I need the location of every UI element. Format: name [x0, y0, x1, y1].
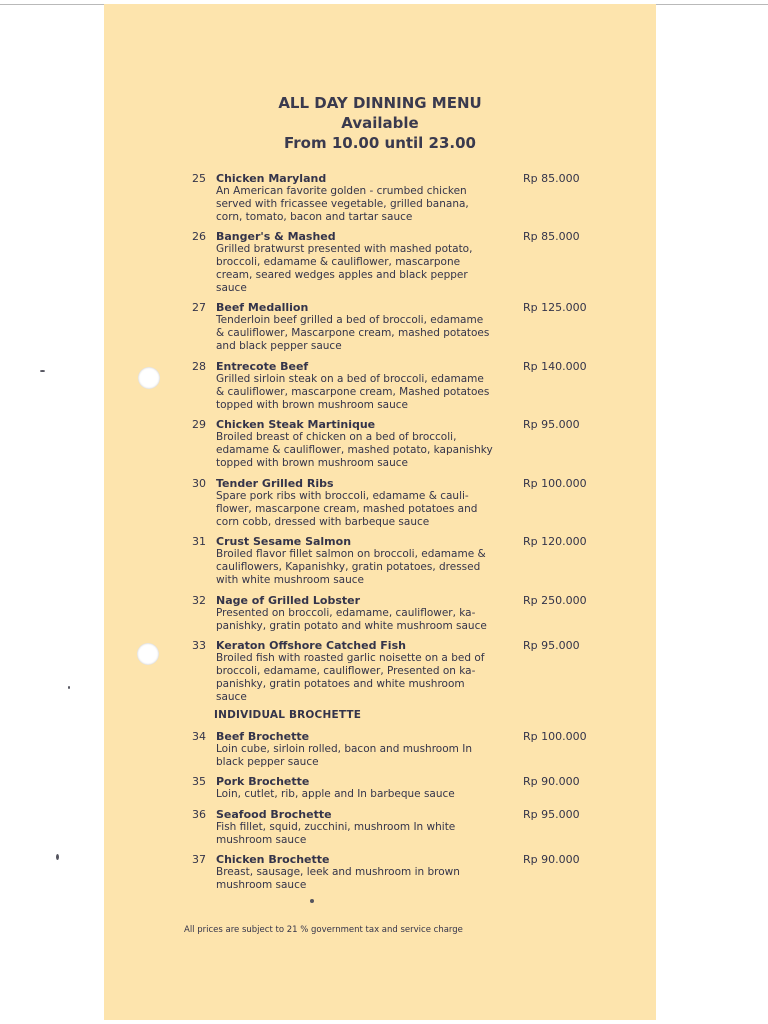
item-description — [216, 607, 520, 633]
item-price: Rp 100.000 — [523, 730, 587, 743]
description-line: Tenderloin beef grilled a bed of broccoli, edamame — [216, 314, 484, 326]
item-price: Rp 95.000 — [523, 639, 580, 652]
item-description — [216, 548, 520, 587]
description-line: cauliflowers, Kapanishky, gratin potatoes, dressed — [216, 561, 481, 573]
item-number: 36 — [192, 808, 206, 821]
description-line: & cauliflower, mascarpone cream, Mashed potatoes — [216, 386, 490, 398]
item-number: 27 — [192, 301, 206, 314]
menu-hours: From 10.00 until 23.00 — [284, 134, 476, 152]
item-number: 28 — [192, 360, 206, 373]
item-number: 29 — [192, 418, 206, 431]
menu-subtitle: Available — [341, 114, 419, 132]
description-line: edamame & cauliflower, mashed potato, kapanishky — [216, 444, 493, 456]
description-line: mushroom sauce — [216, 834, 307, 846]
description-line: corn cobb, dressed with barbeque sauce — [216, 516, 430, 528]
item-description — [216, 866, 520, 892]
item-description — [216, 788, 520, 801]
punch-hole-upper — [138, 367, 160, 389]
description-line: broccoli, edamame & cauliflower, mascarpone — [216, 256, 461, 268]
item-number: 26 — [192, 230, 206, 243]
item-description — [216, 743, 520, 769]
menu-title: ALL DAY DINNING MENU — [278, 94, 482, 112]
description-line: black pepper sauce — [216, 756, 319, 768]
item-price: Rp 120.000 — [523, 535, 587, 548]
item-description — [216, 243, 520, 295]
description-line: Grilled sirloin steak on a bed of broccoli, edamame — [216, 373, 484, 385]
description-line: Spare pork ribs with broccoli, edamame & cauli- — [216, 490, 469, 502]
item-name: Keraton Offshore Catched Fish — [216, 639, 406, 652]
footer-note: All prices are subject to 21 % government tax and service charge — [184, 925, 463, 935]
scan-speck — [68, 686, 70, 689]
description-line: topped with brown mushroom sauce — [216, 457, 409, 469]
item-name: Banger's & Mashed — [216, 230, 336, 243]
section-title: INDIVIDUAL BROCHETTE — [214, 709, 362, 721]
description-line: Broiled flavor fillet salmon on broccoli, edamame & — [216, 548, 486, 560]
punch-hole-lower — [137, 643, 159, 665]
description-line: sauce — [216, 282, 247, 294]
item-description — [216, 185, 520, 224]
item-number: 35 — [192, 775, 206, 788]
item-price: Rp 95.000 — [523, 418, 580, 431]
description-line: with white mushroom sauce — [216, 574, 364, 586]
description-line: Loin cube, sirloin rolled, bacon and mushroom In — [216, 743, 472, 755]
item-number: 32 — [192, 594, 206, 607]
description-line: Broiled fish with roasted garlic noisette on a bed of — [216, 652, 485, 664]
item-price: Rp 140.000 — [523, 360, 587, 373]
description-line: Loin, cutlet, rib, apple and In barbeque sauce — [216, 788, 455, 800]
item-name: Beef Medallion — [216, 301, 309, 314]
item-price: Rp 100.000 — [523, 477, 587, 490]
item-name: Chicken Maryland — [216, 172, 327, 185]
description-line: panishky, gratin potatoes and white mushroom — [216, 678, 465, 690]
description-line: cream, seared wedges apples and black pepper — [216, 269, 468, 281]
item-name: Chicken Brochette — [216, 853, 330, 866]
item-description — [216, 431, 520, 470]
description-line: Breast, sausage, leek and mushroom in brown — [216, 866, 460, 878]
description-line: flower, mascarpone cream, mashed potatoes and — [216, 503, 478, 515]
item-price: Rp 90.000 — [523, 775, 580, 788]
item-price: Rp 250.000 — [523, 594, 587, 607]
item-number: 37 — [192, 853, 206, 866]
item-price: Rp 95.000 — [523, 808, 580, 821]
item-description — [216, 314, 520, 353]
item-description — [216, 373, 520, 412]
description-line: sauce — [216, 691, 247, 703]
description-line: An American favorite golden - crumbed chicken — [216, 185, 467, 197]
item-name: Beef Brochette — [216, 730, 310, 743]
description-line: mushroom sauce — [216, 879, 307, 891]
description-line: Fish fillet, squid, zucchini, mushroom In white — [216, 821, 456, 833]
item-name: Entrecote Beef — [216, 360, 309, 373]
item-number: 30 — [192, 477, 206, 490]
description-line: Broiled breast of chicken on a bed of broccoli, — [216, 431, 457, 443]
scan-speck — [56, 854, 59, 860]
item-name: Nage of Grilled Lobster — [216, 594, 361, 607]
description-line: panishky, gratin potato and white mushroom sauce — [216, 620, 487, 632]
item-number: 31 — [192, 535, 206, 548]
item-name: Crust Sesame Salmon — [216, 535, 352, 548]
description-line: & cauliflower, Mascarpone cream, mashed potatoes — [216, 327, 490, 339]
item-description — [216, 652, 520, 704]
description-line: and black pepper sauce — [216, 340, 342, 352]
item-name: Chicken Steak Martinique — [216, 418, 376, 431]
item-price: Rp 85.000 — [523, 230, 580, 243]
item-name: Seafood Brochette — [216, 808, 332, 821]
description-line: Presented on broccoli, edamame, cauliflower, ka- — [216, 607, 476, 619]
item-price: Rp 85.000 — [523, 172, 580, 185]
item-name: Tender Grilled Ribs — [216, 477, 334, 490]
item-description — [216, 490, 520, 529]
item-name: Pork Brochette — [216, 775, 310, 788]
item-price: Rp 90.000 — [523, 853, 580, 866]
scan-speck — [40, 370, 45, 372]
description-line: served with fricassee vegetable, grilled banana, — [216, 198, 469, 210]
scan-speck — [310, 899, 314, 903]
description-line: topped with brown mushroom sauce — [216, 399, 409, 411]
description-line: corn, tomato, bacon and tartar sauce — [216, 211, 413, 223]
item-price: Rp 125.000 — [523, 301, 587, 314]
item-number: 33 — [192, 639, 206, 652]
item-number: 34 — [192, 730, 206, 743]
item-number: 25 — [192, 172, 206, 185]
item-description — [216, 821, 520, 847]
description-line: broccoli, edamame, cauliflower, Presented on ka- — [216, 665, 476, 677]
description-line: Grilled bratwurst presented with mashed potato, — [216, 243, 473, 255]
